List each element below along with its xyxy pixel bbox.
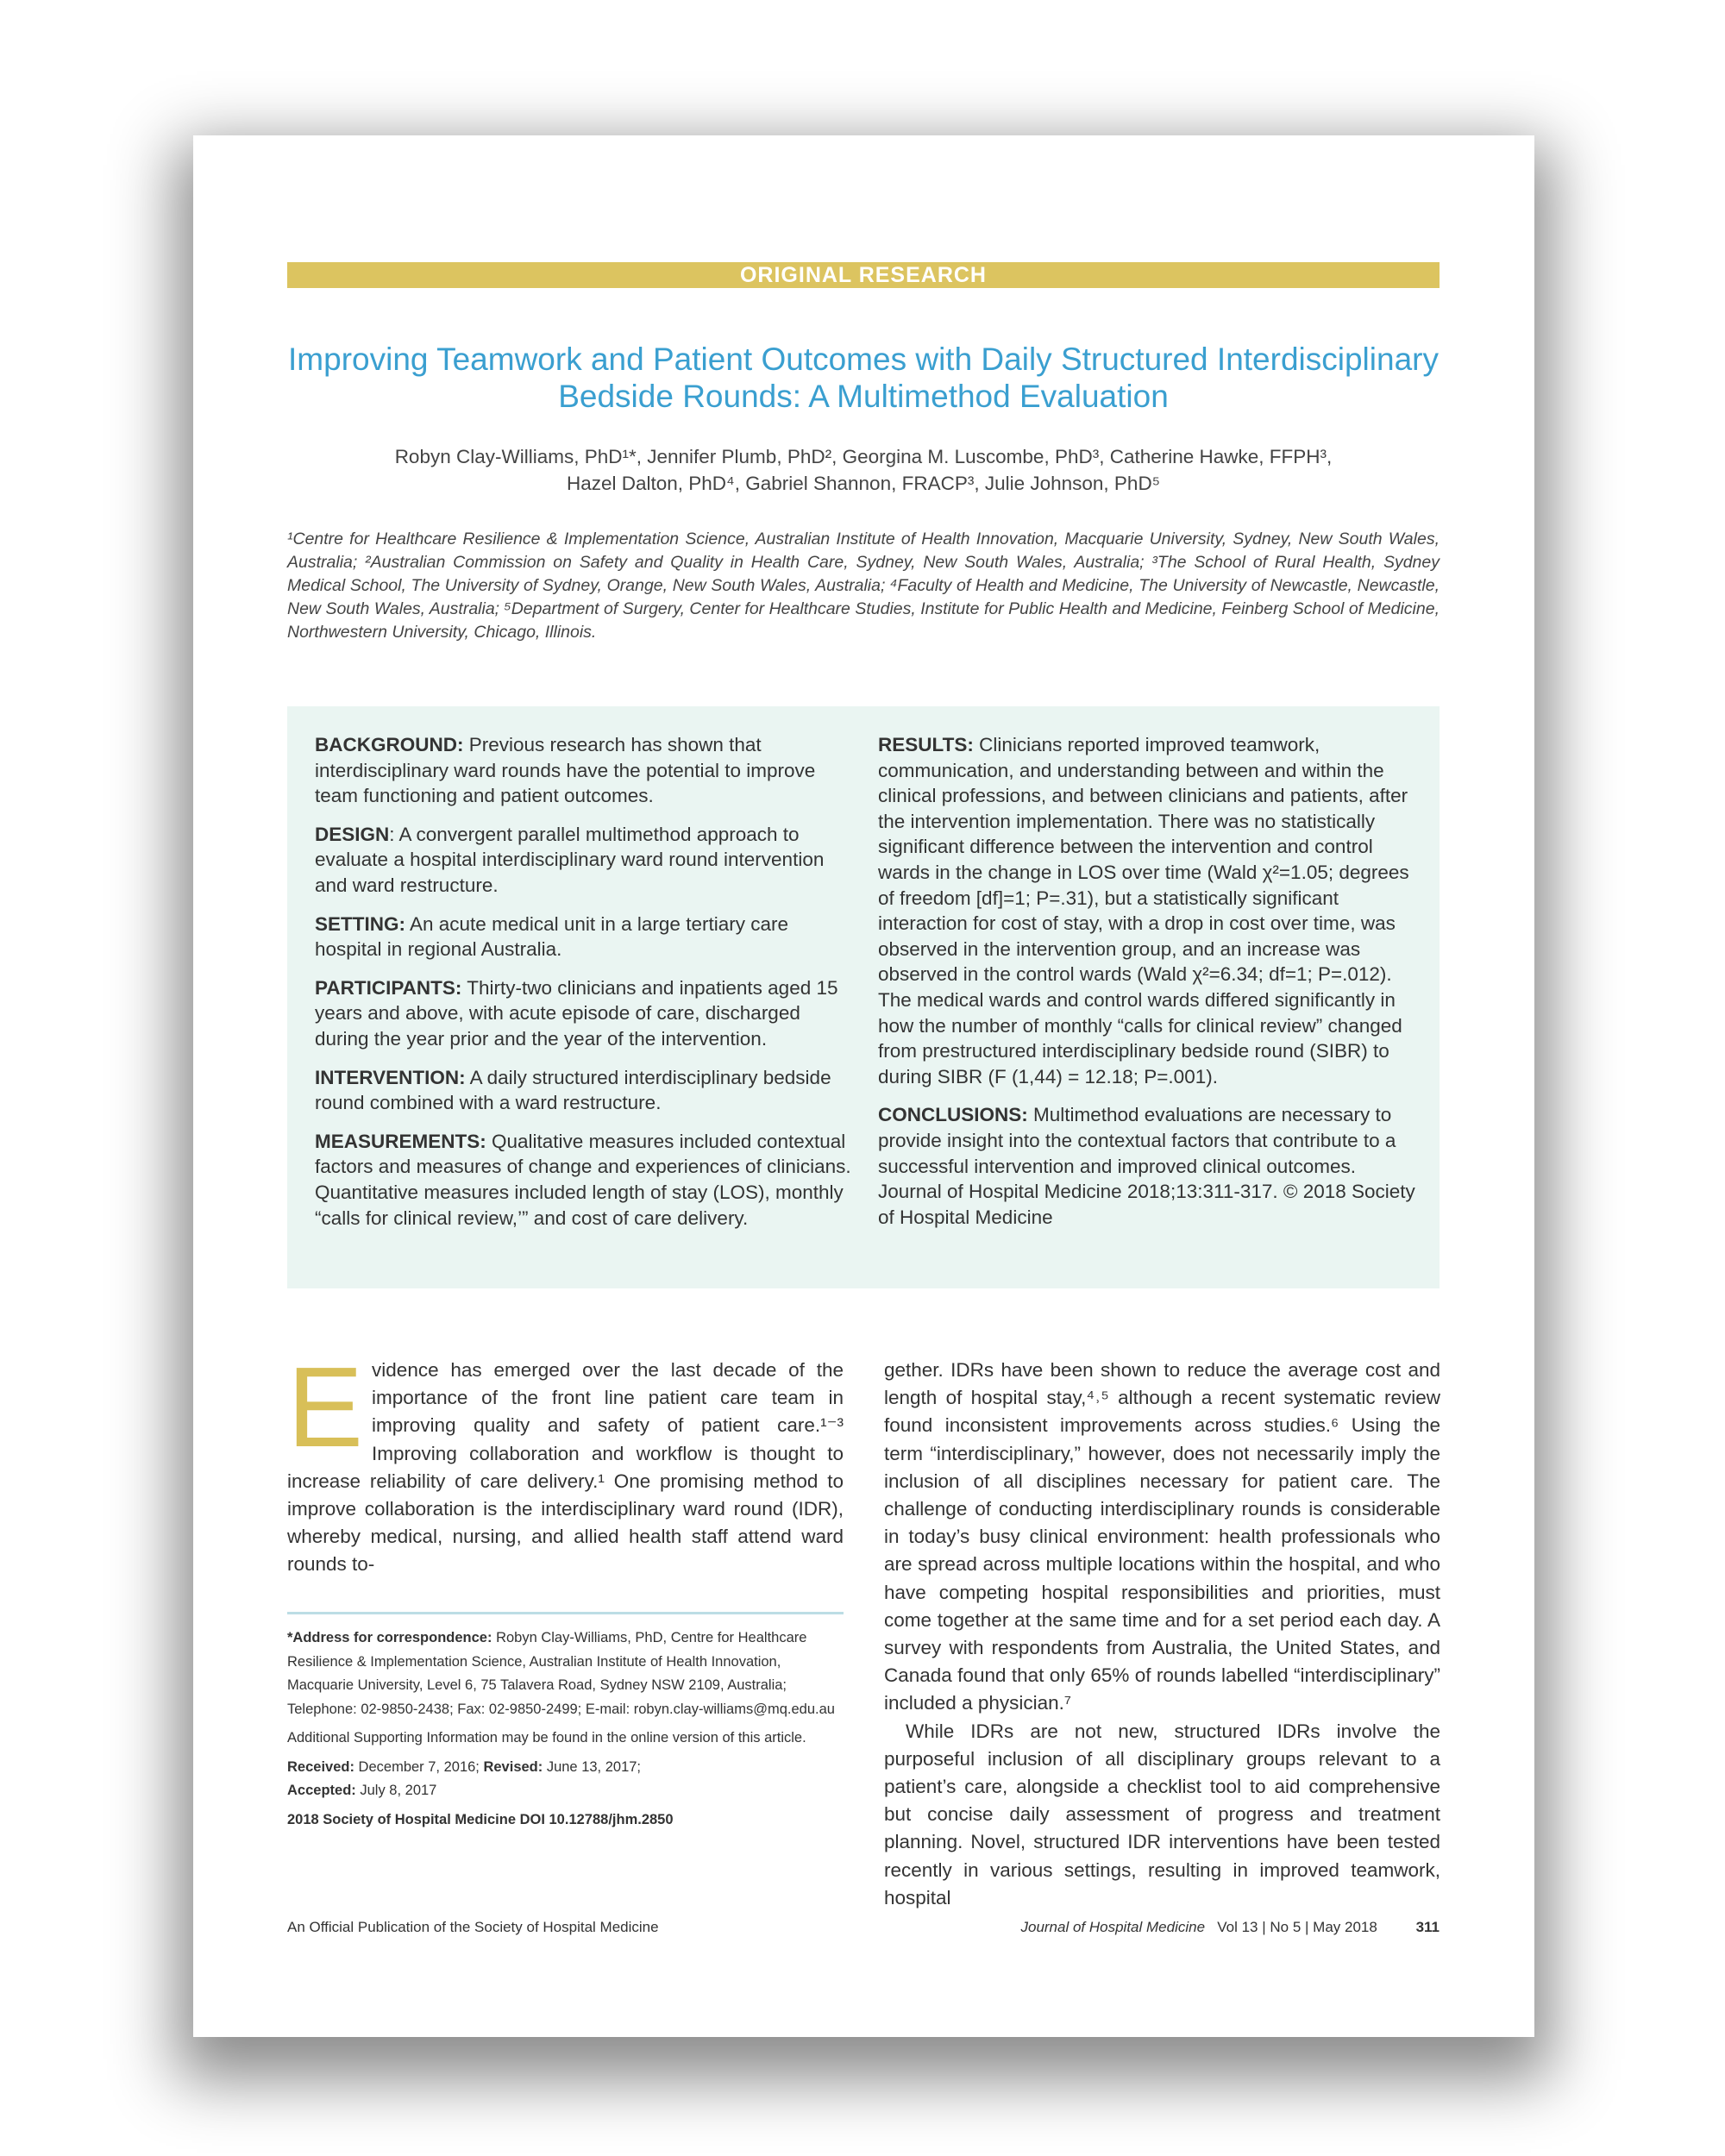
article-title: Improving Teamwork and Patient Outcomes with Daily Structured Interdisciplinary Bedside Rounds: A Multimethod Evaluation: [288, 342, 1439, 414]
page-number: 311: [1415, 1919, 1440, 1935]
body-paragraph: gether. IDRs have been shown to reduce the average cost and length of hospital stay,⁴˒⁵ although a recent systematic review found inconsistent improvements across studies.⁶ Using the term “interdisciplinary,” however, does not necessarily imply the inclusion of all disciplines necessary for patient care. The challenge of conducting interdisciplinary rounds is considerable in today’s busy clinical environment: health professionals who are spread across multiple locations within the hospital, and who have competing hospital responsibilities and priorities, must come together at the same time and for a set period each day. A survey with respondents from Australia, the United States, and Canada found that only 65% of rounds labelled “interdisciplinary” included a physician.⁷: [884, 1359, 1440, 1714]
abstract-background: BACKGROUND: Previous research has shown that interdisciplinary ward rounds have the potential to improve team functioning and patient outcomes.: [315, 734, 816, 807]
abstract-conclusions: CONCLUSIONS: Multimethod evaluations are necessary to provide insight into the contextual factors that contribute to a successful intervention and improved clinical outcomes. Journal of Hospital Medicine 2018;13:311-317. © 2018 Society of Hospital Medicine: [878, 1104, 1415, 1228]
section-banner: ORIGINAL RESEARCH: [287, 262, 1440, 288]
authors-line-2: Hazel Dalton, PhD⁴, Gabriel Shannon, FRACP³, Julie Johnson, PhD⁵: [566, 473, 1161, 494]
doi-note: 2018 Society of Hospital Medicine DOI 10.12788/jhm.2850: [287, 1811, 674, 1827]
body-right-column: [884, 1357, 1440, 1912]
body-paragraph: vidence has emerged over the last decade of the importance of the front line patient care team in improving quality and safety of patient care.¹⁻³ Improving collaboration and workflow is thought to increase reliability of care delivery.¹ One promising method to improve collaboration is the interdisciplinary ward round (IDR), whereby medical, nursing, and allied health staff attend ward rounds to-: [287, 1359, 844, 1576]
footer-citation: Journal of Hospital Medicine Vol 13 | No 5 | May 2018 311: [1020, 1919, 1440, 1935]
authors-line-1: Robyn Clay-Williams, PhD¹*, Jennifer Plumb, PhD², Georgina M. Luscombe, PhD³, Catherine Hawke, FFPH³,: [394, 446, 1333, 467]
body-left-column: [287, 1344, 844, 1579]
abstract-setting: SETTING: An acute medical unit in a large tertiary care hospital in regional Australia.: [315, 912, 788, 961]
abstract-box: [287, 706, 1440, 1288]
abstract-intervention: INTERVENTION: A daily structured interdisciplinary bedside round combined with a ward restructure.: [315, 1066, 831, 1114]
abstract-participants: PARTICIPANTS: Thirty-two clinicians and inpatients aged 15 years and above, with acute episode of care, discharged during the year prior and the year of the intervention.: [315, 976, 838, 1050]
journal-page: [193, 135, 1534, 2037]
supporting-info-note: Additional Supporting Information may be found in the online version of this article.: [287, 1730, 806, 1745]
body-paragraph: While IDRs are not new, structured IDRs involve the purposeful inclusion of all disciplinary groups relevant to a patient’s care, alongside a checklist tool to aid comprehensive but concise daily assessment of progress and treatment planning. Novel, structured IDR interventions have been tested recently in various settings, resulting in improved teamwork, hospital: [884, 1720, 1440, 1908]
affiliations: ¹Centre for Healthcare Resilience & Implementation Science, Australian Institute of Health Innovation, Macquarie University, Sydney, New South Wales, Australia; ²Australian Commission on Safety and Quality in Health Care, Sydney, New South Wales, Australia; ³The School of Rural Health, Sydney Medical School, The University of Sydney, Orange, New South Wales, Australia; ⁴Faculty of Health and Medicine, The University of Newcastle, Newcastle, New South Wales, Australia; ⁵Department of Surgery, Center for Healthcare Studies, Institute for Public Health and Medicine, Feinberg School of Medicine, Northwestern University, Chicago, Illinois.: [287, 530, 1440, 642]
abstract-results: RESULTS: Clinicians reported improved teamwork, communication, and understanding between and within the clinical professions, and between clinicians and patients, after the intervention implementation. There was no statistically significant difference between the intervention and control wards in the change in LOS over time (Wald χ²=1.05; degrees of freedom [df]=1; P=.31), but a statistically significant interaction for cost of stay, with a drop in cost over time, was observed in the intervention group, and an increase was observed in the control wards (Wald χ²=6.34; df=1; P=.012). The medical wards and control wards differed significantly in how the number of monthly “calls for clinical review” changed from prestructured interdisciplinary bedside round (SIBR) to during SIBR (F (1,44) = 12.18; P=.001).: [878, 734, 1409, 1087]
abstract-measurements: MEASUREMENTS: Qualitative measures included contextual factors and measures of change and experiences of clinicians. Quantitative measures included length of stay (LOS), monthly “calls for clinical review,’” and cost of care delivery.: [315, 1130, 851, 1229]
author-list: [287, 443, 1440, 497]
footer-publisher: An Official Publication of the Society of Hospital Medicine: [287, 1919, 659, 1935]
abstract-left-column: [315, 732, 851, 1244]
footnotes: [287, 1612, 844, 1837]
correspondence-note: *Address for correspondence: Robyn Clay-Williams, PhD, Centre for Healthcare Resilience & Implementation Science, Australian Institute of Health Innovation, Macquarie University, Level 6, 75 Talavera Road, Sydney NSW 2109, Australia; Telephone: 02-9850-2438; Fax: 02-9850-2499; E-mail: robyn.clay-williams@mq.edu.au: [287, 1630, 835, 1717]
abstract-right-column: [878, 732, 1417, 1243]
dates-note: Received: December 7, 2016; Revised: June 13, 2017; Accepted: July 8, 2017: [287, 1758, 642, 1798]
abstract-design: DESIGN: A convergent parallel multimethod approach to evaluate a hospital interdisciplinary ward round intervention and ward restructure.: [315, 823, 825, 896]
drop-cap: E: [287, 1344, 364, 1470]
